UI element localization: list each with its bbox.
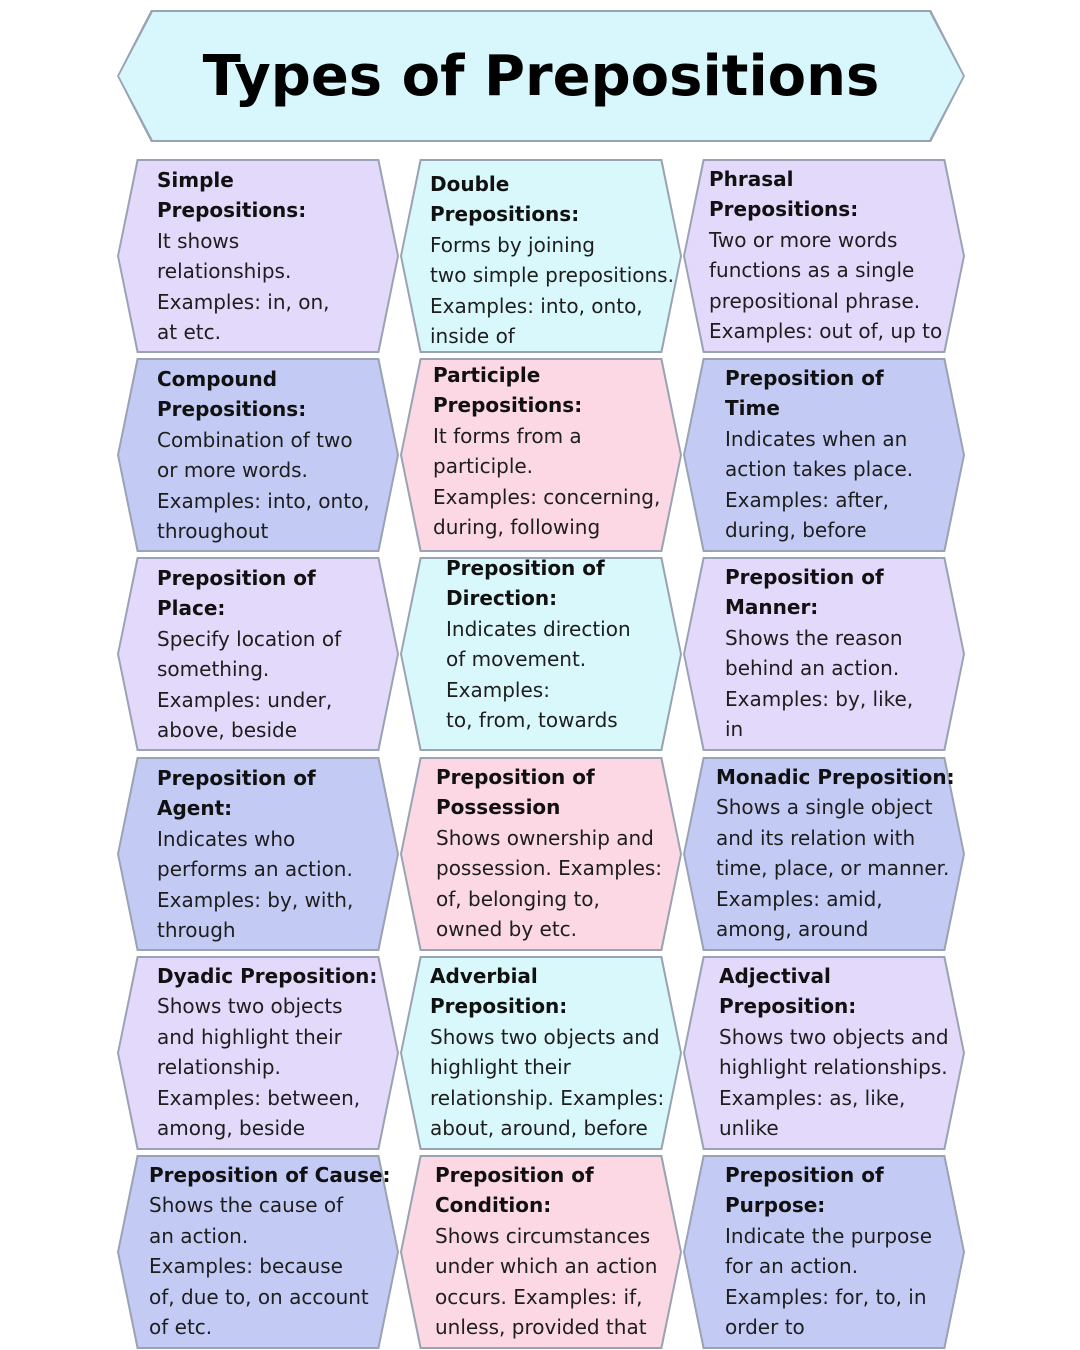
card-body: Forms by joining two simple prepositions. Examples: into, onto, inside of [430,232,674,349]
card-heading: Preposition of Agent: [157,766,316,821]
card-preposition-of-place [117,557,399,751]
card-body: Shows two objects and highlight their relationship. Examples: between, among, beside [157,994,361,1141]
card-participle-prepositions [400,358,682,552]
card-heading: Preposition of Time [725,366,884,421]
card-body: Shows ownership and possession. Examples: of, belonging to, owned by etc. [436,825,663,942]
card-preposition-of-agent [117,757,399,951]
title-banner [117,10,965,142]
page-title: Types of Prepositions [202,43,880,109]
card-heading: Compound Prepositions: [157,367,307,422]
card-adverbial-preposition [400,956,682,1150]
card-heading: Simple Prepositions: [157,168,307,223]
card-preposition-of-condition [400,1155,682,1349]
card-phrasal-prepositions [683,159,965,353]
card-body: Shows two objects and highlight relationships. Examples: as, like, unlike [719,1024,949,1141]
card-body: Two or more words functions as a single prepositional phrase. Examples: out of, up to [709,227,943,344]
card-body: Shows the cause of an action. Examples: because of, due to, on account of etc. [149,1193,369,1340]
card-body: Specify location of something. Examples: under, above, beside [157,626,342,743]
card-heading: Preposition of Direction: [446,556,605,611]
card-heading: Preposition of Cause: [149,1163,391,1187]
card-heading: Preposition of Condition: [435,1163,594,1218]
card-heading: Adjectival Preposition: [719,964,857,1019]
card-heading: Preposition of Manner: [725,565,884,620]
card-body: Indicate the purpose for an action. Examples: for, to, in order to [725,1223,933,1340]
card-monadic-preposition [683,757,965,951]
card-heading: Double Prepositions: [430,172,580,227]
card-preposition-of-time [683,358,965,552]
card-preposition-of-manner [683,557,965,751]
card-heading: Dyadic Preposition: [157,964,378,988]
card-preposition-of-cause [117,1155,399,1349]
card-heading: Preposition of Place: [157,566,316,621]
card-heading: Participle Prepositions: [433,363,583,418]
card-body: Shows circumstances under which an action occurs. Examples: if, unless, provided that [435,1223,658,1340]
card-compound-prepositions [117,358,399,552]
card-heading: Monadic Preposition: [716,765,955,789]
card-body: Shows a single object and its relation with time, place, or manner. Examples: amid, among, around [716,795,950,942]
card-heading: Preposition of Possession [436,765,595,820]
card-heading: Preposition of Purpose: [725,1163,884,1218]
card-preposition-of-direction [400,557,682,751]
card-simple-prepositions [117,159,399,353]
card-double-prepositions [400,159,682,353]
card-preposition-of-purpose [683,1155,965,1349]
card-heading: Phrasal Prepositions: [709,167,859,222]
card-body: Combination of two or more words. Examples: into, onto, throughout [157,427,370,544]
card-adjectival-preposition [683,956,965,1150]
card-body: It shows relationships. Examples: in, on, at etc. [157,228,330,345]
card-body: Shows two objects and highlight their relationship. Examples: about, around, before [430,1024,665,1141]
card-body: It forms from a participle. Examples: concerning, during, following [433,423,661,540]
card-dyadic-preposition [117,956,399,1150]
card-heading: Adverbial Preposition: [430,964,568,1019]
card-body: Shows the reason behind an action. Examples: by, like, in [725,625,914,742]
card-body: Indicates direction of movement. Examples: to, from, towards [446,616,631,733]
card-preposition-of-possession [400,757,682,951]
card-body: Indicates who performs an action. Examples: by, with, through [157,826,354,943]
card-body: Indicates when an action takes place. Examples: after, during, before [725,426,914,543]
